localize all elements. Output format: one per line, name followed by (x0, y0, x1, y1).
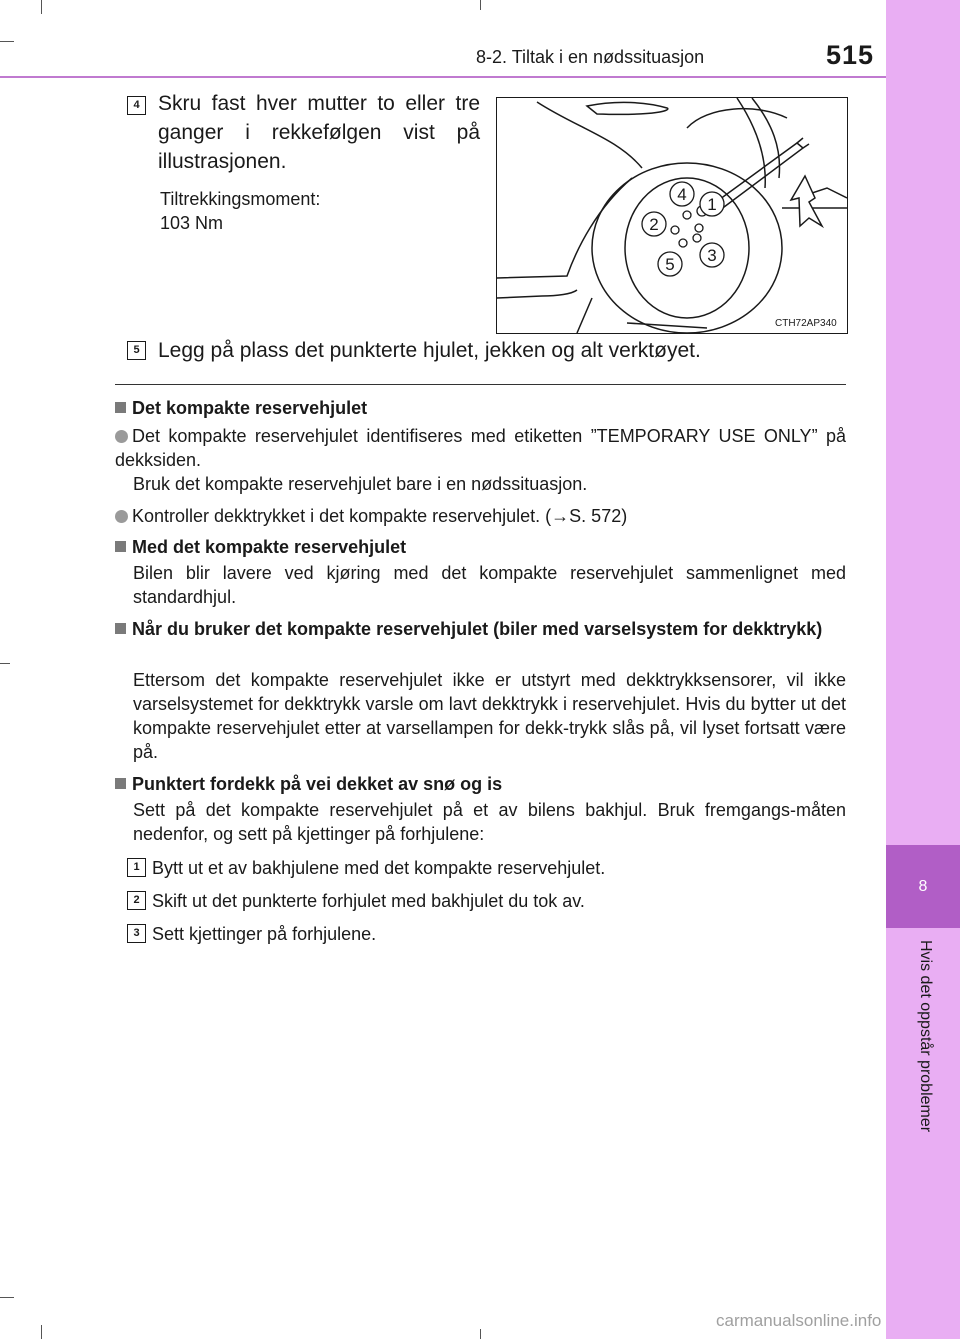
nut-number: 5 (665, 255, 675, 274)
bullet-item-continuation: Bruk det kompakte reservehjulet bare i en nødssituasjon. (133, 474, 588, 494)
wheel-illustration (496, 97, 848, 334)
step-badge: 4 (127, 96, 146, 115)
square-bullet-icon (115, 778, 126, 789)
nut-number: 2 (649, 215, 659, 234)
step-badge: 1 (127, 858, 146, 877)
section-body: Sett på det kompakte reservehjulet på et av bilens bakhjul. Bruk fremgangs-måten nedenfor, og sett på kjettinger på forhjulene: (133, 800, 846, 844)
chapter-title-vertical (900, 940, 944, 1190)
section-heading-text: Punktert fordekk på vei dekket av snø og is (132, 774, 503, 794)
section-heading (115, 772, 846, 796)
square-bullet-icon (115, 623, 126, 634)
crop-mark (41, 0, 42, 14)
section-heading (115, 535, 846, 559)
step-text: Skift ut det punkterte forhjulet med bakhjulet du tok av. (152, 891, 585, 911)
torque-value: 103 Nm (160, 213, 224, 233)
page-number: 515 (826, 40, 875, 70)
section-divider (115, 384, 846, 385)
figure-code: CTH72AP340 (775, 318, 837, 329)
crop-mark (480, 1329, 481, 1339)
step-badge: 5 (127, 341, 146, 360)
step-badge: 2 (127, 891, 146, 910)
section-title: 8-2. Tiltak i en nødssituasjon (476, 47, 705, 67)
watermark: carmanualsonline.info (716, 1311, 882, 1330)
crop-mark (41, 1325, 42, 1339)
crop-mark (0, 663, 10, 664)
nut-number: 4 (677, 185, 687, 204)
crop-mark (0, 41, 14, 42)
step-badge: 3 (127, 924, 146, 943)
round-bullet-icon (115, 430, 128, 443)
round-bullet-icon (115, 510, 128, 523)
section-heading-text: Når du bruker det kompakte reservehjulet (biler med varselsystem for dekktrykk) (132, 619, 823, 639)
nut-number: 3 (707, 246, 717, 265)
square-bullet-icon (115, 541, 126, 552)
section-heading-text: Det kompakte reservehjulet (132, 398, 368, 418)
bullet-item (115, 424, 846, 472)
step-text: Sett kjettinger på forhjulene. (152, 924, 377, 944)
square-bullet-icon (115, 402, 126, 413)
step-text: Legg på plass det punkterte hjulet, jekken og alt verktøyet. (158, 339, 701, 362)
section-heading-text: Med det kompakte reservehjulet (132, 537, 407, 557)
crop-mark (0, 1297, 14, 1298)
section-heading (115, 617, 846, 641)
torque-label: Tiltrekkingsmoment: (160, 189, 321, 209)
chapter-title-text: Hvis det oppstår problemer (917, 940, 934, 1133)
chapter-number-tab[interactable]: 8 (886, 845, 960, 928)
nut-number: 1 (707, 195, 717, 214)
wheel-drawing (497, 98, 847, 333)
step-text: Skru fast hver mutter to eller tre ganger i rekkefølgen vist på illustrasjonen. (158, 92, 480, 173)
step-text: Bytt ut et av bakhjulene med det kompakte reservehjulet. (152, 858, 606, 878)
bullet-text: Kontroller dekktrykket i det kompakte reservehjulet. (→S. 572) (132, 506, 628, 526)
header-rule (0, 76, 886, 78)
section-body: Bilen blir lavere ved kjøring med det kompakte reservehjulet sammenlignet med standardhjul. (133, 563, 846, 607)
crop-mark (480, 0, 481, 10)
bullet-item (115, 504, 846, 528)
section-heading (115, 396, 846, 420)
bullet-text: Det kompakte reservehjulet identifiseres med etiketten ”TEMPORARY USE ONLY” på dekksiden. (115, 426, 846, 470)
section-body: Ettersom det kompakte reservehjulet ikke er utstyrt med dekktrykksensorer, vil ikke varselsystemet for dekktrykk varsle om lavt dekktrykk i reservehjulet. Hvis du bytter ut det kompakte reservehjulet etter at varsellampen for dekk-trykk slås på, vil lyset fortsatt være på. (133, 670, 846, 762)
